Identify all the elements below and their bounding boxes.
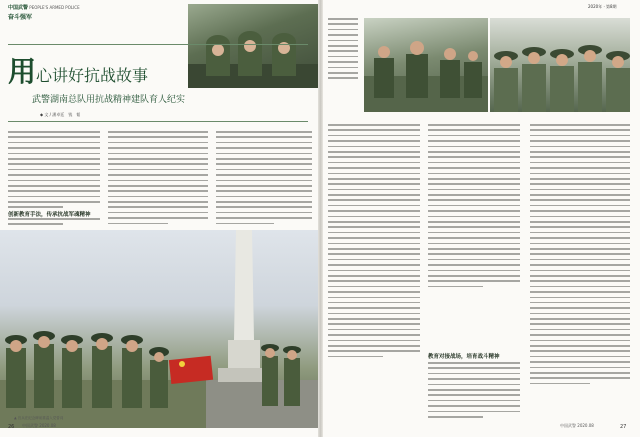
training-photo-center <box>364 18 488 112</box>
article-title <box>8 50 148 90</box>
soldiers-illustration <box>188 4 318 88</box>
page-fold <box>318 0 323 437</box>
footer-left: 中国武警 2020.08 <box>22 423 56 428</box>
magazine-name: 中国武警 <box>8 5 29 11</box>
soldiers-photo-top-left <box>188 4 318 88</box>
monument-illustration <box>0 230 318 428</box>
footer-right: 中国武警 2020.08 <box>560 423 594 428</box>
body-text-col-4-top <box>328 18 358 83</box>
body-text-col-5 <box>428 124 520 291</box>
title-rest: 心讲好抗战故事 <box>36 66 149 85</box>
body-text-col-2 <box>108 131 208 228</box>
body-text-col-1b <box>8 218 100 229</box>
monument-ceremony-photo <box>0 230 318 428</box>
body-text-col-3 <box>216 131 312 228</box>
issue-label: 2020年 · 第8期 <box>588 4 617 9</box>
photo-caption-bottom: ▲ 官兵在纪念碑前重温入党誓词 <box>14 416 64 420</box>
page-number-left: 26 <box>8 424 15 430</box>
body-text-col-4 <box>328 124 420 361</box>
section-heading-2: 教育对接战场，培育战斗精神 <box>428 354 500 360</box>
body-text-col-5b <box>428 362 520 421</box>
column-name: 奋斗强军 <box>8 14 33 21</box>
article-byline: ◆ 文 / 潘卓廷 钱 韬 <box>40 112 81 117</box>
page-number-right: 27 <box>620 424 627 430</box>
article-subtitle: 武警湖南总队用抗战精神建队育人纪实 <box>32 95 186 105</box>
soldiers-photo-top-right <box>490 18 630 112</box>
magazine-name-en: PEOPLE'S ARMED POLICE <box>29 5 80 10</box>
title-rule-bottom <box>8 121 308 122</box>
soldiers-row-illustration <box>490 18 630 112</box>
body-text-col-6 <box>530 124 630 388</box>
training-illustration <box>364 18 488 112</box>
title-lead-char: 用 <box>8 55 37 88</box>
section-heading-1: 创新教育手法，传承抗战军魂精神 <box>8 212 91 218</box>
body-text-col-1 <box>8 131 100 212</box>
page-header-left <box>8 4 80 21</box>
title-rule-top <box>8 44 308 45</box>
